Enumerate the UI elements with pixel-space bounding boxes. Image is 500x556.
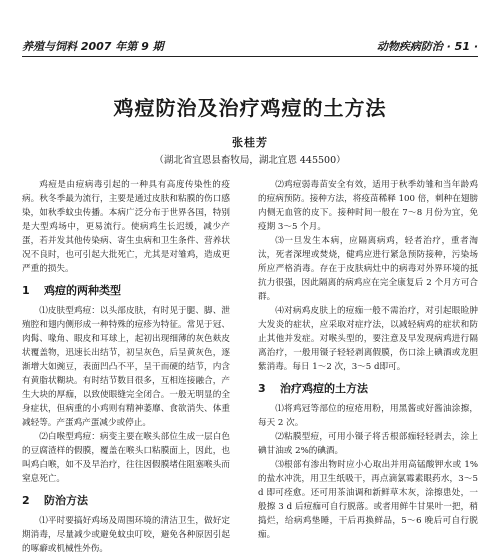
section-number: 3: [258, 382, 266, 395]
section-title: 鸡痘的两种类型: [44, 284, 121, 297]
section-number: 1: [22, 284, 30, 297]
left-column: [22, 178, 230, 556]
intro-paragraph: 鸡痘是由痘病毒引起的一种具有高度传染性的疫病。秋冬季最为流行，主要是通过皮肤和粘膜的伤口感染，如秋季蚊虫传播。本病广泛分布于世界各国，特别是大型鸡场中，更易流行。使病鸡生长迟缓，减少产蛋，若并发其他传染病、寄生虫病和卫生条件、营养状况不良时，也可引起大批死亡，尤其是对雏鸡，造成更严重的损失。: [22, 180, 230, 274]
paragraph: ⑶根部有渗出物时应小心取出并用高锰酸钾水或 1%的盐水冲洗，用卫生纸吸干，再点滴氯霉素眼药水，3～5 d 即可痊愈。还可用茶油调和新鲜草木灰，涂擦患处，一般擦 3 d 后痘痂可自行脱落。或者用鲜牛甘果叶一把，稍捣烂，给病鸡垫睡，干后再换鲜品，5～6 晚后可自行脱痂。: [258, 460, 478, 540]
paragraph: ⑶一旦发生本病，应隔离病鸡，轻者治疗，重者淘汰，死者深埋或焚烧，健鸡应进行紧急预防接种，污染场所应严格消毒。存在于皮肤病灶中的病毒对外界环境的抵抗力很强，因此隔离的病鸡应在完全康复后 2 个月方可合群。: [258, 236, 478, 302]
section-name: 动物疾病防治 · 51 ·: [376, 40, 478, 53]
paragraph: ⑴平时要搞好鸡场及周围环境的清洁卫生，做好定期消毒，尽量减少或避免蚊虫叮咬，避免各种原因引起的啄癖或机械性外伤。: [22, 516, 230, 554]
author-affiliation: （湖北省宜恩县畜牧局，湖北宜恩 445500）: [154, 155, 346, 166]
paragraph: ⑷对病鸡皮肤上的痘痂一般不需治疗，对引起眼睑肿大发炎的症状，应采取对症疗法，以减轻病鸡的症状和防止其他并发症。对喉头型的，要注意及早发现病鸡进行隔离治疗，一般用镊子轻轻剥离假膜，伤口涂上碘酒或龙胆紫消毒。每日 1～2 次，3～5 d即可。: [258, 306, 478, 372]
right-column: [258, 178, 478, 542]
section-title: 治疗鸡痘的土方法: [280, 382, 368, 395]
section-number: 2: [22, 494, 30, 507]
paragraph: ⑵粘膜型痘，可用小镊子将舌根部痂轻轻剥去，涂上碘甘油或 2%的碘酒。: [258, 432, 478, 456]
article-title: 鸡痘防治及治疗鸡痘的土方法: [113, 96, 387, 120]
section-heading-1: [22, 284, 230, 298]
journal-name: 养殖与饲料 2007 年第 9 期: [22, 40, 164, 53]
paragraph: ⑵鸡痘弱毒苗安全有效，适用于秋季幼雏和当年龄鸡的痘病预防。接种方法，将疫苗稀释 100 倍，刺种在翅膀内侧无血管的皮下。接种时间一般在 7～8 月份为宜，免疫期 3～5 个月。: [258, 180, 478, 232]
section-heading-3: [258, 382, 478, 396]
author-name: 张桂芳: [232, 136, 268, 149]
paragraph: ⑵白喉型鸡痘：病变主要在喉头部位生成一层白色的豆腐渣样的假膜，覆盖在喉头口粘膜面上，因此，也叫鸡白喉，如不及早治疗，往往因假膜堵住阻塞喉头而窒息死亡。: [22, 432, 230, 484]
running-header: [22, 38, 478, 54]
section-heading-2: [22, 494, 230, 508]
paragraph: ⑴将鸡冠等部位的痘疮用粉，用黑酱或好酱油涂擦，每天 2 次。: [258, 404, 478, 428]
section-title: 防治方法: [44, 494, 88, 507]
header-rule: [22, 56, 478, 57]
paragraph: ⑴皮肤型鸡痘：以头部皮肤，有时见于腿、脚、泄殖腔和翅内侧形成一种特殊的痘疹为特征。常见于冠、肉髯、喙角、眼皮和耳球上，起初出现细薄的灰色麸皮状覆盖物，迅速长出结节，初呈灰色，后呈黄灰色，逐渐增大如豌豆，表面凹凸不平，呈干而硬的结节，内含有黄脂状糊块。有时结节数目很多，互相连接融合，产生大块的厚痂，以致使眼缝完全闭合。一般无明显的全身症状，但病重的小鸡则有精神萎靡、食欲消失、体重减轻等。产蛋鸡产蛋减少或停止。: [22, 306, 230, 428]
